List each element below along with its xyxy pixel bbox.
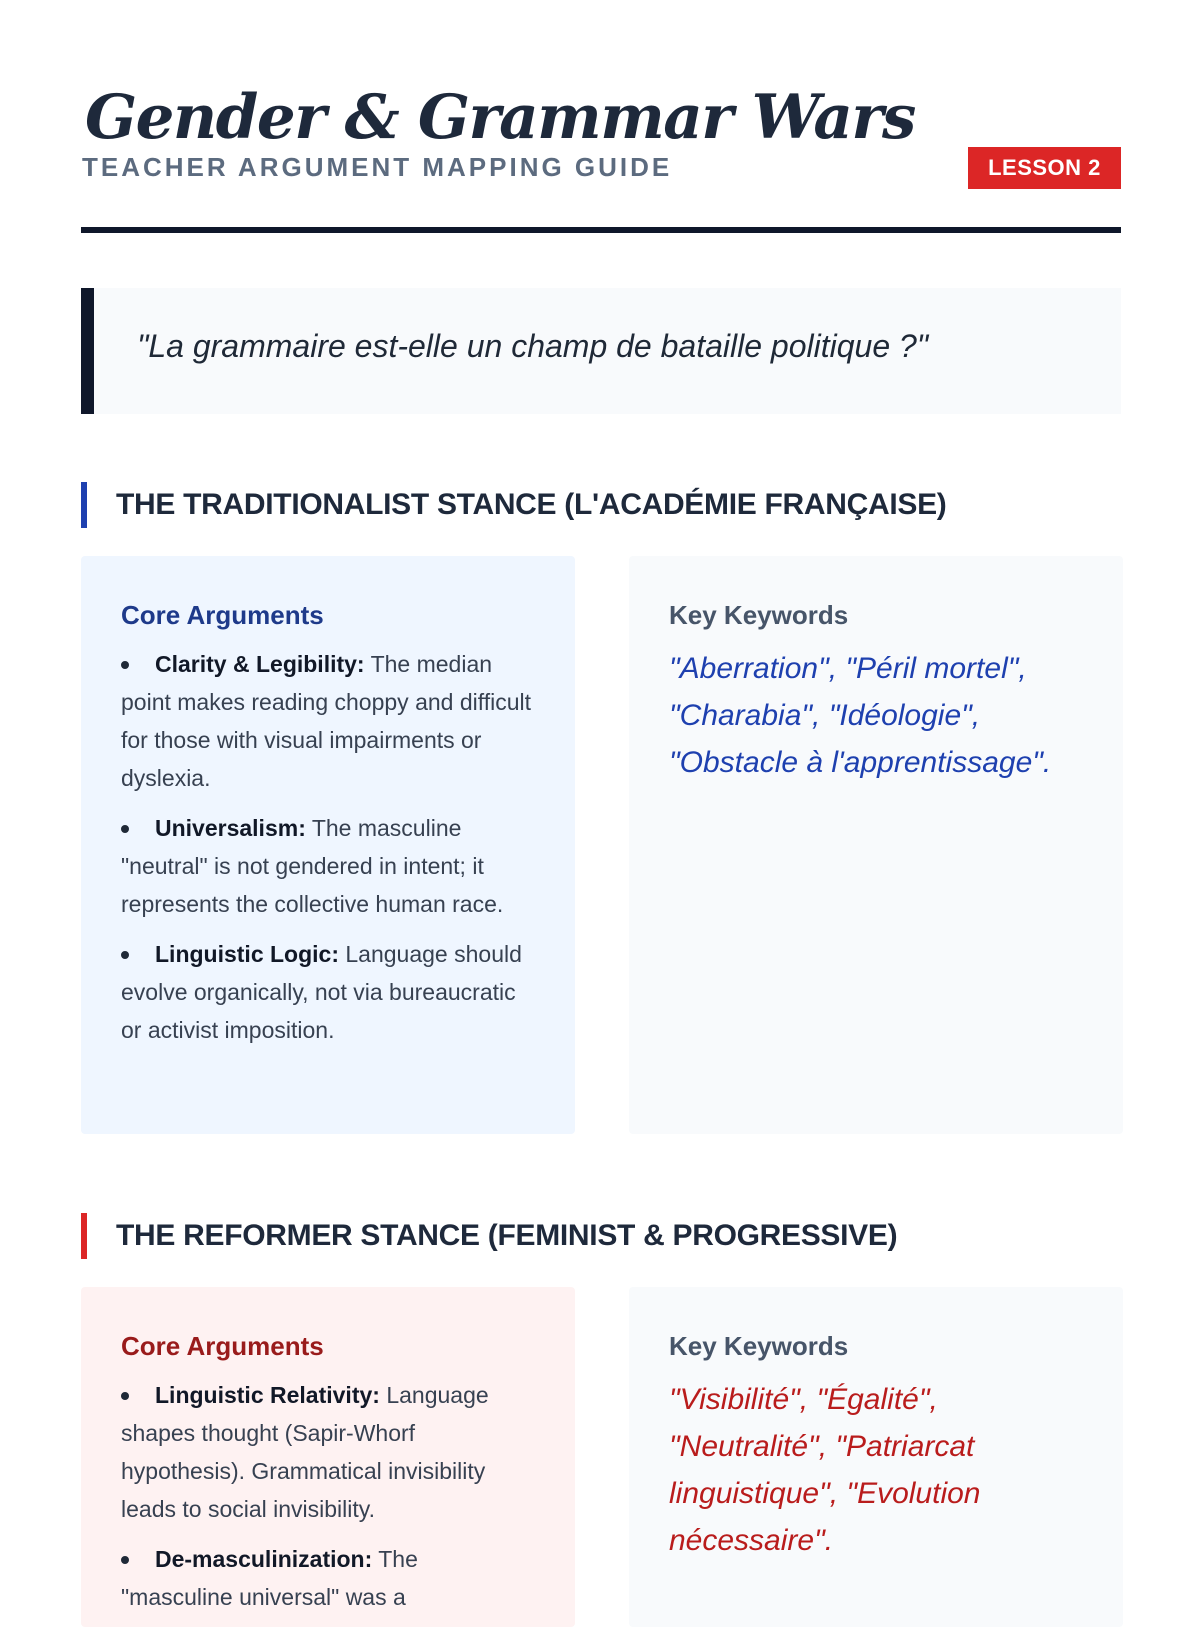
argument-text: The "masculine universal" was a	[121, 1546, 418, 1610]
keywords-card-reformer	[629, 1287, 1123, 1627]
list-item	[121, 645, 535, 797]
argument-text: Language should evolve organically, not via bureaucratic or activist imposition.	[121, 941, 522, 1043]
arguments-list	[121, 1376, 535, 1616]
keywords-card-traditionalist	[629, 556, 1123, 1134]
argument-text: Language shapes thought (Sapir-Whorf hypothesis). Grammatical invisibility leads to social invisibility.	[121, 1382, 489, 1522]
list-item	[121, 935, 535, 1049]
argument-term: Linguistic Relativity:	[155, 1382, 380, 1408]
core-arguments-title: Core Arguments	[121, 1331, 324, 1361]
list-item	[121, 1540, 535, 1616]
argument-term: De-masculinization:	[155, 1546, 373, 1572]
keywords-title: Key Keywords	[669, 600, 849, 630]
keywords-title: Key Keywords	[669, 1331, 849, 1361]
list-item	[121, 1376, 535, 1528]
core-arguments-card-traditionalist	[81, 556, 575, 1134]
section-heading-reformer: THE REFORMER STANCE (FEMINIST & PROGRESSIVE)	[81, 1213, 1121, 1259]
argument-text: The median point makes reading choppy and difficult for those with visual impairments or dyslexia.	[121, 651, 532, 791]
arguments-list	[121, 645, 535, 1049]
header	[81, 82, 1121, 234]
core-arguments-title: Core Arguments	[121, 600, 324, 630]
page-title: Gender & Grammar Wars	[85, 82, 915, 153]
keywords-text: "Aberration", "Péril mortel", "Charabia", "Idéologie", "Obstacle à l'apprentissage".	[669, 652, 1052, 779]
lesson-badge: LESSON 2	[968, 147, 1121, 189]
argument-term: Clarity & Legibility:	[155, 651, 365, 677]
quote-text: "La grammaire est-elle un champ de bataille politique ?"	[137, 328, 929, 364]
list-item	[121, 809, 535, 923]
section-heading-traditionalist: THE TRADITIONALIST STANCE (L'ACADÉMIE FRANÇAISE)	[81, 482, 1121, 528]
argument-term: Universalism:	[155, 815, 306, 841]
page-subtitle: TEACHER ARGUMENT MAPPING GUIDE	[82, 152, 673, 182]
quote-box	[81, 288, 1121, 414]
header-divider	[81, 227, 1121, 233]
keywords-text: "Visibilité", "Égalité", "Neutralité", "Patriarcat linguistique", "Evolution nécessaire".	[669, 1383, 981, 1557]
core-arguments-card-reformer	[81, 1287, 575, 1627]
argument-text: The masculine "neutral" is not gendered in intent; it represents the collective human race.	[121, 815, 504, 917]
argument-term: Linguistic Logic:	[155, 941, 339, 967]
